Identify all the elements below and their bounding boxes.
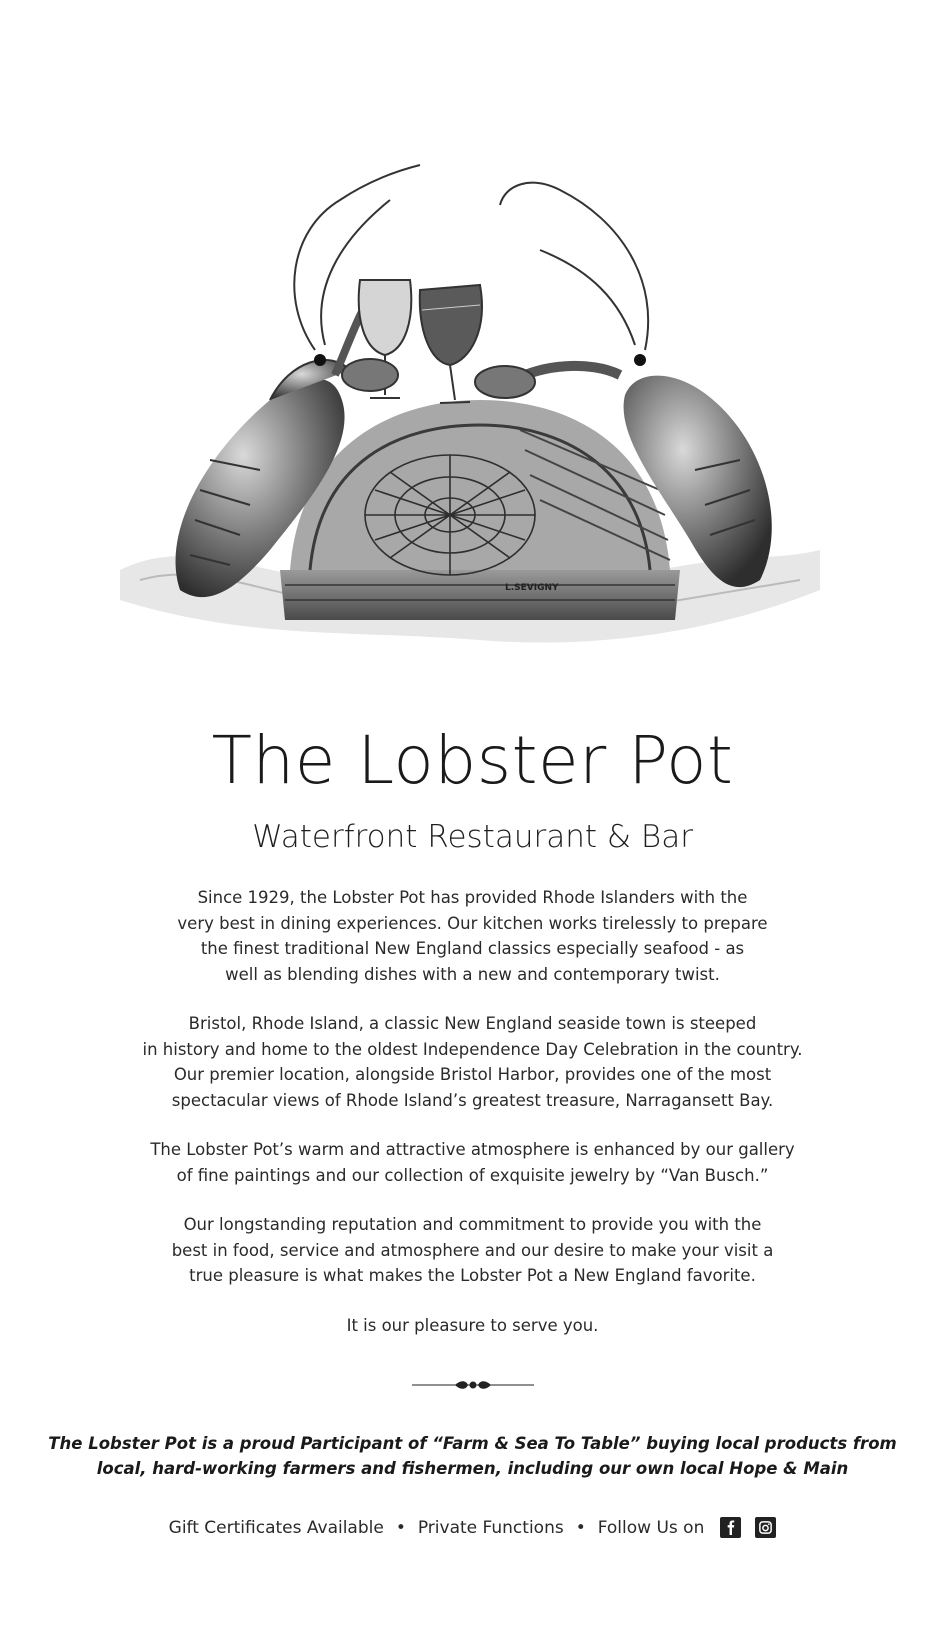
paragraph-atmosphere: The Lobster Pot’s warm and attractive atmosphere is enhanced by our gallery of fine paintings and our collection of exquisite jewelry by “Van Busch.” <box>150 1140 795 1185</box>
gift-certificates-text: Gift Certificates Available <box>168 1517 384 1538</box>
bullet-separator: • <box>395 1517 406 1538</box>
private-functions-text: Private Functions <box>417 1517 564 1538</box>
instagram-icon[interactable] <box>755 1517 776 1538</box>
lobster-trap-illustration <box>120 160 820 680</box>
follow-us-text: Follow Us on <box>597 1517 705 1538</box>
footer <box>0 1517 945 1538</box>
about-text <box>0 885 945 1362</box>
ornamental-divider <box>412 1378 534 1392</box>
page-subtitle: Waterfront Restaurant & Bar <box>252 819 693 855</box>
artist-signature: L.SEVIGNY <box>505 583 559 593</box>
facebook-icon[interactable] <box>720 1517 741 1538</box>
bullet-separator: • <box>575 1517 586 1538</box>
paragraph-reputation: Our longstanding reputation and commitment to provide you with the best in food, service and atmosphere and our desire to make your visit a true pleasure is what makes the Lobster Pot a New England favorite. <box>171 1215 774 1285</box>
paragraph-location: Bristol, Rhode Island, a classic New England seaside town is steeped in history and home to the oldest Independence Day Celebration in the country. Our premier location, alongside Bristol Harbor, provides one of the most spectacular views of Rhode Island’s greatest treasure, Narragansett Bay. <box>142 1014 803 1110</box>
farm-to-table-note: The Lobster Pot is a proud Participant of “Farm & Sea To Table” buying local products from local, hard-working farmers and fishermen, including our own local Hope & Main <box>48 1434 897 1478</box>
page-title: The Lobster Pot <box>211 722 734 799</box>
paragraph-history: Since 1929, the Lobster Pot has provided Rhode Islanders with the very best in dining experiences. Our kitchen works tirelessly to prepare the finest traditional New England classics especially seafood - as well as blending dishes with a new and contemporary twist. <box>177 888 768 984</box>
paragraph-closing: It is our pleasure to serve you. <box>346 1315 599 1335</box>
